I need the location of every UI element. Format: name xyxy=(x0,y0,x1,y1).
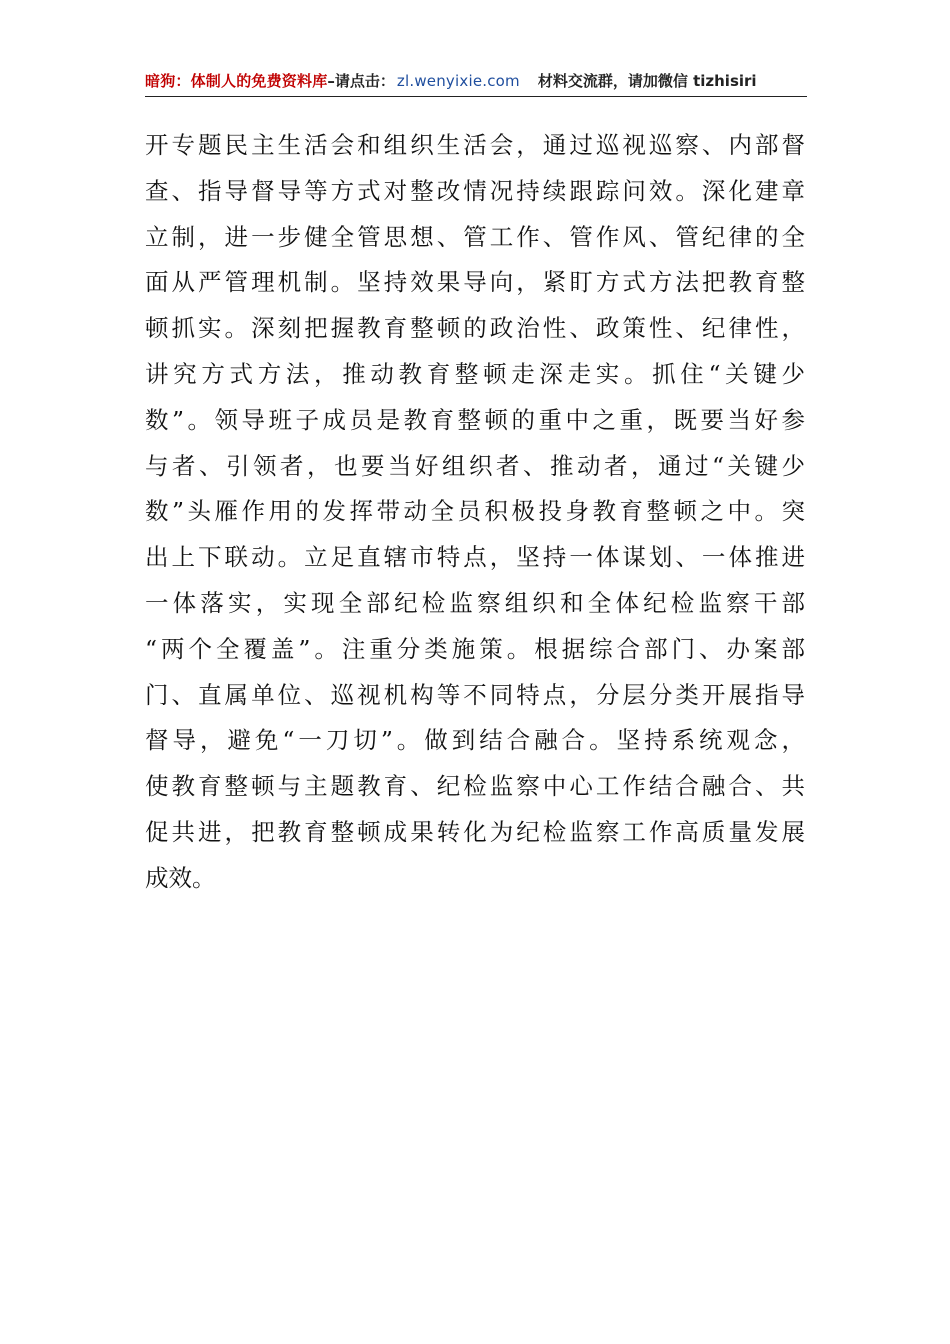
text-line: 出上下联动。立足直辖市特点，坚持一体谋划、一体推进 xyxy=(145,543,805,572)
text-line: 讲究方式方法，推动教育整顿走深走实。抓住“关键少 xyxy=(145,359,805,388)
header-link[interactable]: zl.wenyixie.com xyxy=(396,72,520,90)
text-line: “两个全覆盖”。注重分类施策。根据综合部门、办案部 xyxy=(145,634,805,663)
text-line: 成效。 xyxy=(145,863,216,892)
text-line: 开专题民主生活会和组织生活会，通过巡视巡察、内部督 xyxy=(145,131,805,159)
text-line: 使教育整顿与主题教育、纪检监察中心工作结合融合、共 xyxy=(145,772,805,801)
text-line: 数”头雁作用的发挥带动全员积极投身教育整顿之中。突 xyxy=(145,497,805,526)
text-line: 查、指导督导等方式对整改情况持续跟踪问效。深化建章 xyxy=(145,176,805,205)
text-line: 门、直属单位、巡视机构等不同特点，分层分类开展指导 xyxy=(145,680,805,709)
text-line: 督导，避免“一刀切”。做到结合融合。坚持系统观念， xyxy=(145,726,805,755)
text-line: 一体落实，实现全部纪检监察组织和全体纪检监察干部 xyxy=(145,588,805,617)
header-cta: –请点击： xyxy=(327,72,395,90)
header-group-info: 材料交流群，请加微信 tizhisiri xyxy=(537,72,757,90)
text-line: 与者、引领者，也要当好组织者、推动者，通过“关键少 xyxy=(145,451,805,480)
text-line: 立制，进一步健全管思想、管工作、管作风、管纪律的全 xyxy=(145,222,805,251)
page-header xyxy=(145,66,807,97)
header-brand: 暗狗：体制人的免费资料库 xyxy=(145,72,328,90)
body-paragraph xyxy=(145,123,805,902)
text-line: 面从严管理机制。坚持效果导向，紧盯方式方法把教育整 xyxy=(145,268,805,297)
text-line: 顿抓实。深刻把握教育整顿的政治性、政策性、纪律性， xyxy=(145,314,805,343)
text-line: 数”。领导班子成员是教育整顿的重中之重，既要当好参 xyxy=(145,405,805,434)
text-line: 促共进，把教育整顿成果转化为纪检监察工作高质量发展 xyxy=(145,817,805,846)
